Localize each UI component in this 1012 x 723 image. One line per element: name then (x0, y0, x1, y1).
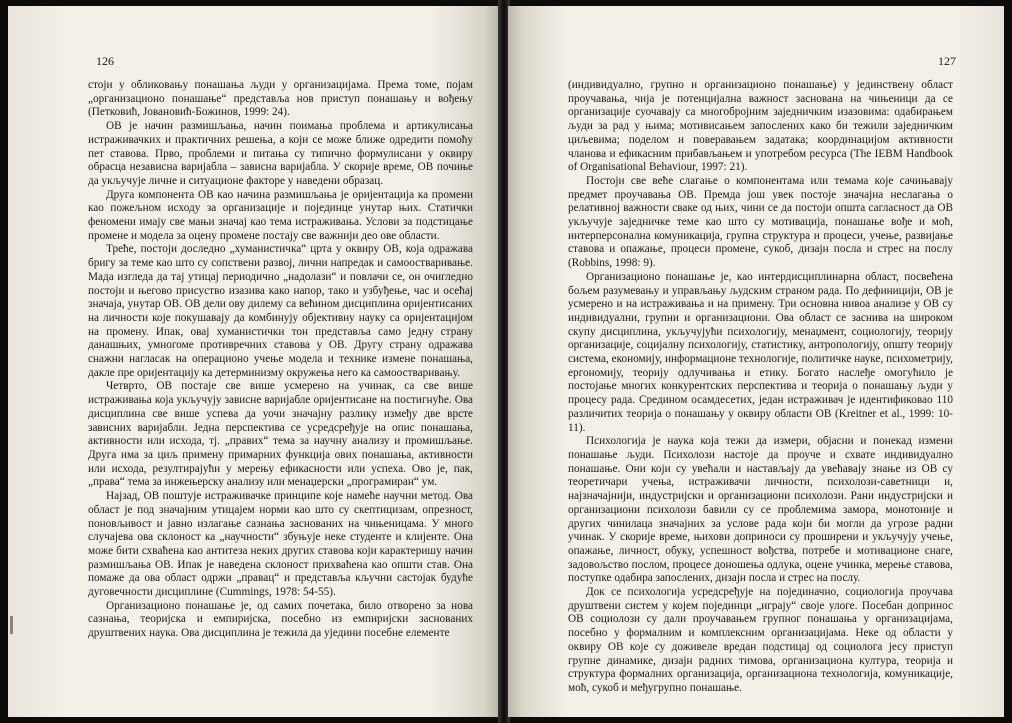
paragraph: Док се психологија усредсређује на појединачно, социологија проучава друштвени систем у којем појединци „играју“ своје улоге. Посебан допринос ОВ социолози су дали проучавањем групног понашања у организацијама, посебно у формалним и комплексним организацијама. Неке од области у оквиру ОВ које су доживеле вредан подстицај од социолога јесу приступ групне динамике, дизајн радних тимова, организациона култура, теорија и структура формалних организација, организациона технологија, комуникације, моћ, сукоб и међугрупно понашање. (568, 586, 953, 694)
paragraph: Организационо понашање је, од самих почетака, било отворено за нова сазнања, теоријска и емпиријска, посебно из емпиријски заснованих друштвених наука. Ова дисциплина је тежила да уједини посебне елементе (88, 599, 473, 640)
paragraph: (индивидуално, групно и организационо понашање) у јединствену област проучавања, чија је потенцијална важност заснована на чињеници да се организације суочавају са многобројним заједничким изазовима: одабирањем људи за рад у њима; мотивисањем запослених како би тежили заједничким циљевима; поделом и поверавањем задатака; координацијом активности чланова и ефикасним прибављањем и употребом ресурса (The IEBM Handbook of Organisational Behaviour, 1997: 21). (568, 79, 953, 174)
page-number-left: 126 (96, 54, 114, 68)
right-page (508, 6, 1004, 717)
right-page-body (568, 79, 953, 696)
left-page-body (88, 79, 473, 641)
paragraph: ОВ је начин размишљања, начин поимања проблема и артикулисања истраживачких и практичних решења, а који се може ближе одредити помоћу пет ставова. Прво, проблеми и питања су типично формулисани у оквиру обрасца независна варијабла – зависна варијабла. У скорије време, ОВ почиње да укључује личне и ситуационе факторе у наведени образац. (88, 120, 473, 187)
paragraph: Друга компонента ОВ као начина размишљања је оријентација ка промени као пожељном исходу за организације и појединце унутар њих. Статички феномени имају све мањи значај као тема истраживања. Услови за подстицање промене и модела за оцену промене постају све важнији део ове области. (88, 188, 473, 242)
paragraph: Организационо понашање је, као интердисциплинарна област, посвећена бољем разумевању и управљању људским страном рада. По дефиницији, ОВ је усмерено и на истраживања и на примену. Три основна нивоа анализе у ОВ су индивидуални, групни и организациони. Ова област се заснива на широком скупу дисциплина, укључујући психологију, менаџмент, социологију, теорију организације, социјалну психологију, статистику, антропологију, општу теорију система, економију, информационе технологије, политичке науке, психометрију, ергономију, теорију одлучивања и етику. Богато наслеђе омогућило је постојање многих конкурентских перспектива и теорија о понашању људи у процесу рада. Средином осамдесетих, један истраживач је идентификовао 110 различитих теорија о понашању у оквиру области ОВ (Kreitner et al., 1999: 10-11). (568, 270, 953, 434)
paragraph: стоји у обликовању понашања људи у организацијама. Према томе, појам „организационо понашање“ представља нов приступ понашању и вођењу (Петковић, Јовановић-Божинов, 1999: 24). (88, 79, 473, 119)
page-number-right: 127 (938, 54, 956, 68)
left-page (8, 6, 500, 717)
paragraph: Постоји све веће слагање о компонентама или темама које сачињавају предмет проучавања ОВ. Премда још увек постоје значајна неслагања о релативној важности сваке од њих, чини се да постоји општа сагласност да ОВ укључује заједничке теме као што су мотивација, понашање вође и моћ, интерперсонална комуникација, групна структура и процеси, учење, развијање ставова и опажање, процеси промене, сукоб, дизајн посла и стрес на послу (Robbins, 1998: 9). (568, 174, 953, 270)
paragraph: Најзад, ОВ поштује истраживачке принципе које намеће научни метод. Ова област је под значајним утицајем норми као што су скептицизам, опрезност, поновљивост и јавно излагање сазнања заснованих на чињеницама. У много случајева ова склоност ка „научности“ збуњује неке студенте и клијенте. Она може бити схваћена као антитеза неких других ставова који карактеришу начин размишљања ОВ. Ипак је наведена склоност прихваћена као општи став. Она помаже да ова област одржи „правац“ и представља кључни састојак будуће дуговечности дисциплине (Cummings, 1978: 54-55). (88, 490, 473, 599)
paragraph: Треће, постоји доследно „хуманистичка“ црта у оквиру ОВ, која одражава бригу за теме као што су сопствени развој, лични напредак и самоостваривање. Мада изгледа да тај утицај периодично „надолази“ и повлачи се, он очигледно постоји и његово присуство изазива како напор, тако и узбуђење, час и осећај значаја, унутар ОВ. ОВ дели ову дилему са већином дисциплина оријентисаних на личности које покушавају да комбинују објективну науку са оријентацијом на промену. Ипак, овај хуманистички тон представља само једну страну данашњих, умногоме противречних ставова у ОВ. Другу страну одражава снажни нагласак на операционо учење модела и технике измене понашања, дакле пре оријентацију ка детерминизму окружења него ка самоостваривању. (88, 243, 473, 379)
paragraph: Четврто, ОВ постаје све више усмерено на учинак, са све више истраживања која укључују зависне варијабле оријентисане на постигнуће. Ова дисциплина све више успева да уочи значајну разлику између две врсте зависних варијабли. Једна перспектива се усредсређује на опис понашања, активности или исхода, тј. „правих“ тема за научну анализу и промишљање. Друга има за циљ примену примарних функција ових понашања, активности или исхода, резултирајући у мерењу ефикасности или успеха. Ово је, пак, „права“ тема за инжењерску анализу или менаџерски „програмиран“ ум. (88, 380, 473, 489)
paragraph: Психологија је наука која тежи да измери, објасни и понекад измени понашање људи. Психолози настоје да проуче и схвате индивидуално понашање. Они који су увећали и настављају да увећавају знање из ОВ су теоретичари учења, истраживачи личности, психолози-саветници и, најзначајнији, индустријски и организациони психолози. Рани индустријски и организациони психолози бавили су се проблемима замора, монотоније и других чинилаца значајних за услове рада који би могли да угрозе радни учинак. У скорије време, њихови доприноси су проширени и укључују учење, опажање, личност, обуку, успешност вођства, потребе и мотивационе снаге, задовољство послом, процесе доношења одлука, оцене учинка, мерење ставова, поступке одабира запослених, дизајн посла и стрес на послу. (568, 435, 953, 585)
page-edge-mark (10, 616, 13, 634)
